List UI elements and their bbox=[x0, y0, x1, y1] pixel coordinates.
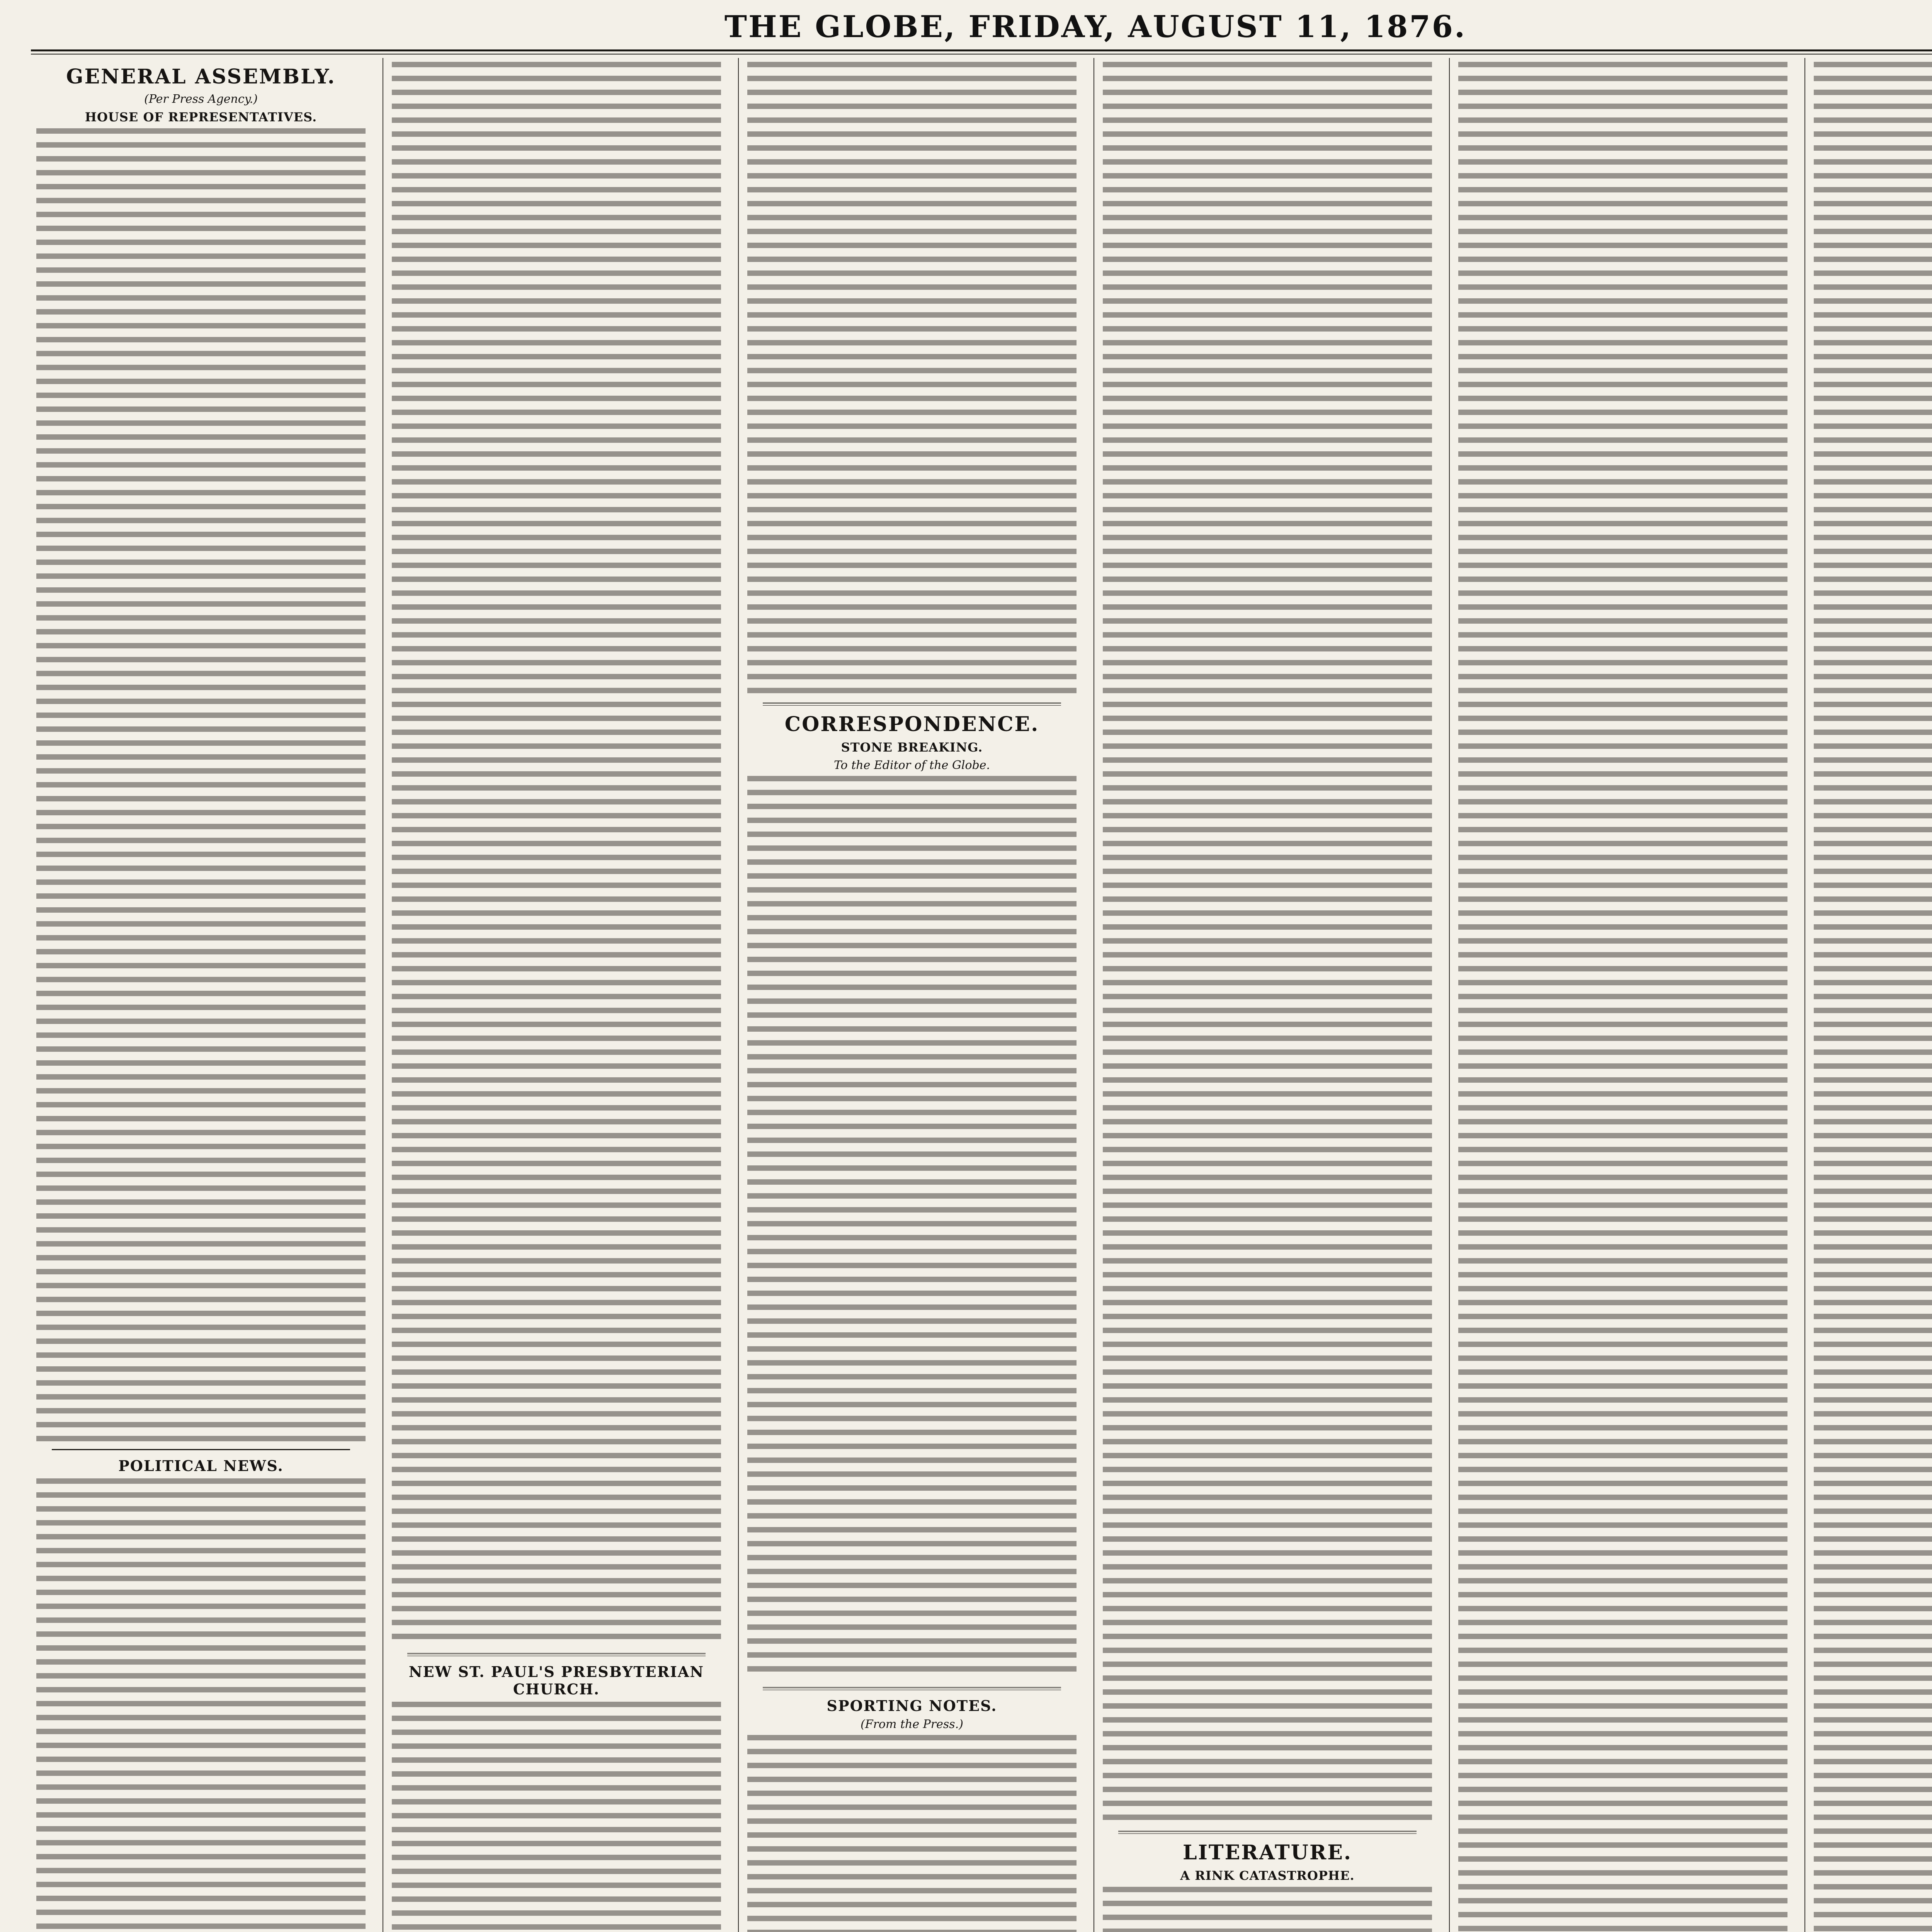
article-body bbox=[392, 62, 721, 1646]
column-2 bbox=[386, 58, 726, 1932]
column-rule bbox=[1449, 58, 1450, 1932]
from-press-credit: (From the Press.) bbox=[861, 1718, 963, 1731]
church-heading: NEW ST. PAUL'S PRESBYTERIAN CHURCH. bbox=[408, 1663, 704, 1698]
gen-assembly-heading: GENERAL ASSEMBLY. bbox=[66, 65, 336, 88]
column-5 bbox=[1453, 58, 1793, 1932]
column-rule bbox=[738, 58, 739, 1932]
column-4 bbox=[1097, 58, 1437, 1932]
house-heading: HOUSE OF REPRESENTATIVES. bbox=[85, 110, 317, 124]
article-body bbox=[1103, 62, 1432, 1824]
article-body bbox=[1103, 1887, 1432, 1932]
section-rule bbox=[52, 1449, 350, 1450]
rink-catastrophe-heading: A RINK CATASTROPHE. bbox=[1180, 1868, 1355, 1883]
section-rule bbox=[407, 1653, 706, 1656]
article-body bbox=[747, 62, 1077, 696]
section-rule bbox=[763, 702, 1061, 706]
article-body bbox=[1458, 62, 1787, 1932]
column-rule bbox=[1804, 58, 1805, 1932]
editor-salutation: To the Editor of the Globe. bbox=[833, 759, 990, 772]
article-body bbox=[747, 776, 1077, 1680]
column-3 bbox=[742, 58, 1082, 1932]
article-body bbox=[392, 1702, 721, 1932]
column-1 bbox=[31, 58, 371, 1932]
article-body bbox=[1814, 62, 1932, 1932]
section-rule bbox=[763, 1687, 1061, 1690]
masthead-rule bbox=[31, 49, 1932, 54]
newspaper-title: THE GLOBE, FRIDAY, AUGUST 11, 1876. bbox=[724, 9, 1467, 44]
literature-heading: LITERATURE. bbox=[1183, 1841, 1352, 1864]
political-news-heading: POLITICAL NEWS. bbox=[118, 1457, 284, 1475]
stone-breaking-heading: STONE BREAKING. bbox=[841, 740, 983, 755]
press-agency-credit: (Per Press Agency.) bbox=[144, 92, 258, 106]
sporting-notes-heading: SPORTING NOTES. bbox=[827, 1697, 997, 1714]
section-rule bbox=[1118, 1831, 1417, 1834]
masthead bbox=[31, 9, 1932, 44]
article-body bbox=[36, 1478, 366, 1932]
correspondence-heading: CORRESPONDENCE. bbox=[784, 713, 1039, 736]
article-body bbox=[36, 128, 366, 1442]
article-body bbox=[747, 1735, 1077, 1932]
column-6 bbox=[1808, 58, 1932, 1932]
